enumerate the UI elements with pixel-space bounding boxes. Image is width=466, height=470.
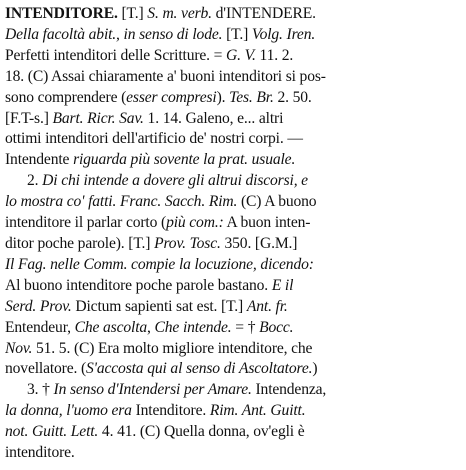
text-run: Intendente — [5, 151, 74, 169]
text-run: 11. 2. — [255, 46, 294, 64]
italic-text: più com.: — [166, 214, 224, 232]
italic-text: Il Fag. nelle Comm. compie la locuzione, dicendo: — [5, 255, 314, 273]
entry-line — [5, 234, 464, 255]
text-run: 3. † — [27, 381, 54, 399]
text-run: d'INTENDERE. — [211, 5, 316, 22]
italic-text: Volg. Iren. — [251, 25, 316, 43]
dictionary-entry — [5, 4, 464, 464]
text-run: Dictum sapienti sat est. [T.] — [71, 297, 247, 315]
entry-line — [5, 380, 464, 401]
text-run: 1. 14. Galeno, e... altri — [143, 109, 284, 127]
italic-text: G. V. — [226, 46, 256, 64]
entry-line — [5, 359, 464, 380]
italic-text: Franc. Sacch. Rim. — [119, 193, 238, 211]
text-run: Intenditore. — [131, 402, 210, 420]
italic-text: Rim. Ant. Guitt. — [209, 402, 306, 420]
italic-text: S'accosta qui al senso di Ascoltatore. — [86, 360, 313, 378]
italic-text: S. m. verb. — [147, 5, 212, 22]
entry-line — [5, 88, 464, 109]
text-run: 2. 50. — [273, 88, 312, 106]
italic-text: Prov. Tosc. — [154, 234, 221, 252]
text-run: 2. — [27, 172, 43, 190]
headword: INTENDITORE. — [5, 5, 118, 22]
italic-text: la donna, l'uomo era — [5, 402, 132, 420]
entry-line — [5, 297, 464, 318]
entry-line — [5, 150, 464, 171]
italic-text: Della facoltà abit., in senso di lode. — [5, 25, 223, 43]
italic-text: lo mostra co' fatti. — [5, 193, 117, 211]
text-run: intenditore il parlar corto ( — [5, 214, 167, 232]
text-run: novellatore. ( — [5, 360, 87, 378]
italic-text: Bart. Ricr. Sav. — [52, 109, 144, 127]
text-run: 18. (C) Assai chiaramente a' buoni intenditori si pos- — [5, 67, 326, 85]
italic-text: riguarda più sovente la prat. usuale. — [73, 151, 296, 169]
entry-line — [5, 255, 464, 276]
italic-text: Che intende. — [154, 318, 232, 336]
italic-text: Di chi intende a dovere gli altrui discorsi, e — [42, 172, 308, 190]
text-run: intenditore. — [5, 444, 75, 462]
entry-line — [5, 46, 464, 67]
text-run: ). — [216, 88, 230, 106]
text-run: Perfetti intenditori delle Scritture. = — [5, 46, 227, 64]
entry-line — [5, 4, 464, 25]
italic-text: Che ascolta — [74, 318, 148, 336]
entry-line — [5, 276, 464, 297]
italic-text: Ant. fr. — [246, 297, 288, 315]
text-run: 4. 41. (C) Quella donna, ov'egli è — [98, 423, 305, 441]
text-run: ottimi intenditori dell'artificio de' nostri corpi. — — [5, 130, 303, 148]
italic-text: Nov. — [5, 339, 33, 357]
entry-line — [5, 401, 464, 422]
italic-text: Tes. Br. — [229, 88, 274, 106]
entry-line — [5, 422, 464, 443]
italic-text: E il — [271, 276, 294, 294]
entry-line — [5, 109, 464, 130]
text-run: Entendeur, — [5, 318, 75, 336]
text-run: 51. 5. (C) Era molto migliore intenditore, che — [32, 339, 313, 357]
text-run: sono comprendere ( — [5, 88, 127, 106]
text-run: A buon inten- — [223, 214, 311, 232]
entry-line — [5, 129, 464, 150]
text-run: [F.T-s.] — [5, 109, 53, 127]
italic-text: esser compresi — [126, 88, 217, 106]
text-run: [T.] — [117, 5, 148, 22]
italic-text: Serd. Prov. — [5, 297, 72, 315]
entry-line — [5, 339, 464, 360]
entry-line — [5, 192, 464, 213]
text-run: (C) A buono — [237, 193, 317, 211]
text-run: ditor poche parole). [T.] — [5, 234, 155, 252]
text-run: Al buono intenditore poche parole bastano. — [5, 276, 272, 294]
entry-line — [5, 171, 464, 192]
text-run: 350. [G.M.] — [220, 234, 298, 252]
text-run: , — [147, 318, 155, 336]
entry-line — [5, 213, 464, 234]
text-run: = † — [231, 318, 260, 336]
text-run: [T.] — [222, 25, 252, 43]
italic-text: Bocc. — [259, 318, 294, 336]
entry-line — [5, 318, 464, 339]
text-run: ) — [312, 360, 318, 378]
entry-line — [5, 443, 464, 464]
entry-line — [5, 67, 464, 88]
italic-text: In senso d'Intendersi per Amare. — [53, 381, 252, 399]
italic-text: not. Guitt. Lett. — [5, 423, 99, 441]
entry-line — [5, 25, 464, 46]
text-run: Intendenza, — [251, 381, 327, 399]
